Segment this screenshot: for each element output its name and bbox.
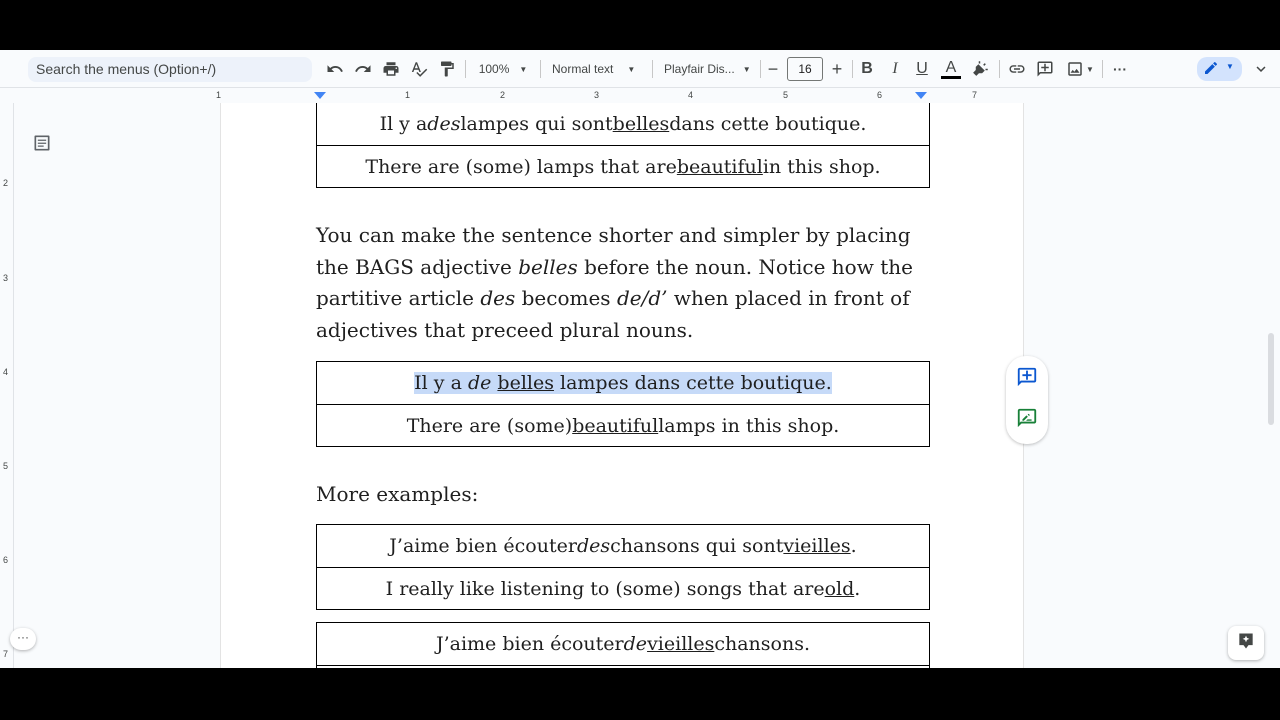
chevron-down-icon: ▼ xyxy=(1086,64,1094,74)
cell-text: lamps in this shop. xyxy=(658,414,840,437)
table-row xyxy=(317,404,929,446)
decrease-font-size-button[interactable]: − xyxy=(767,58,779,79)
font-size-input[interactable]: 16 xyxy=(787,57,823,81)
body-paragraph: More examples: xyxy=(316,482,479,506)
cell-text: There are (some) xyxy=(406,414,573,437)
left-indent-marker[interactable] xyxy=(314,92,326,99)
bold-button[interactable]: B xyxy=(861,60,873,77)
horizontal-ruler[interactable] xyxy=(0,88,1280,103)
ruler-number: 4 xyxy=(688,90,694,100)
print-icon[interactable] xyxy=(380,56,402,82)
document-page[interactable] xyxy=(220,103,1024,668)
body-paragraph xyxy=(316,220,936,346)
document-canvas xyxy=(14,103,1280,668)
zoom-select[interactable] xyxy=(474,56,532,82)
example-table[interactable] xyxy=(316,103,930,188)
chevron-down-icon: ▼ xyxy=(627,64,636,74)
ruler-number: 1 xyxy=(405,90,411,100)
ruler-number: 5 xyxy=(783,90,789,100)
increase-font-size-button[interactable]: + xyxy=(831,58,843,79)
cell-text: lampes qui sont xyxy=(460,113,613,135)
font-value: Playfair Dis... xyxy=(664,62,735,76)
spellcheck-icon[interactable] xyxy=(408,56,430,82)
explore-icon xyxy=(1236,631,1256,656)
cell-text: Il y a xyxy=(414,372,468,394)
paint-format-icon[interactable] xyxy=(436,56,458,82)
cell-text: chansons. xyxy=(714,633,811,655)
table-row xyxy=(317,623,929,665)
highlighter-icon[interactable] xyxy=(969,56,991,82)
editing-mode-button[interactable] xyxy=(1197,57,1242,81)
table-row xyxy=(317,362,929,404)
ruler-number: 5 xyxy=(3,461,9,471)
ruler-number: 3 xyxy=(3,273,9,283)
divider xyxy=(1102,60,1103,78)
table-row xyxy=(317,145,929,187)
cell-text: J’aime bien écouter xyxy=(389,535,577,557)
chevron-down-icon: ▼ xyxy=(742,64,751,74)
cell-text-italic: de xyxy=(623,633,648,655)
more-dots-button[interactable]: ··· xyxy=(10,628,36,650)
cell-text: J’aime bien écouter xyxy=(435,633,624,655)
underline-button[interactable]: U xyxy=(916,60,928,77)
table-row xyxy=(317,567,929,609)
paragraph-text: becomes xyxy=(515,286,617,311)
example-table[interactable] xyxy=(316,622,930,668)
cell-text: lampes dans cette boutique. xyxy=(553,372,832,394)
divider xyxy=(465,60,466,78)
paragraph-text: You can make the sentence shorter and simpler by placing the BAGS adjective xyxy=(316,223,911,279)
link-icon[interactable] xyxy=(1006,56,1028,82)
scrollbar-thumb[interactable] xyxy=(1268,333,1274,425)
cell-text: I really like listening to (some) songs that are xyxy=(385,577,825,600)
ruler-number: 1 xyxy=(216,90,222,100)
cell-text-underlined: vieilles xyxy=(783,535,851,557)
cell-text-italic: des xyxy=(427,113,461,135)
table-row xyxy=(317,665,929,668)
divider xyxy=(999,60,1000,78)
example-table[interactable] xyxy=(316,361,930,447)
chevron-down-icon: ▼ xyxy=(1226,62,1234,71)
add-comment-icon[interactable] xyxy=(1016,366,1038,388)
cell-text: . xyxy=(854,577,861,600)
suggest-edit-icon[interactable] xyxy=(1016,407,1038,429)
vertical-ruler[interactable] xyxy=(0,103,14,668)
selected-text xyxy=(414,372,832,394)
ruler-number: 7 xyxy=(972,90,978,100)
text-color-swatch xyxy=(941,76,961,79)
ruler-number: 2 xyxy=(3,178,9,188)
paragraph-text: before the noun. Notice how the partitive article xyxy=(316,254,913,311)
outline-icon[interactable] xyxy=(32,133,52,153)
paragraph-text-italic: des xyxy=(480,286,516,311)
ruler-number: 4 xyxy=(3,367,9,377)
cell-text: dans cette boutique. xyxy=(669,113,867,135)
ruler-track xyxy=(216,90,1024,100)
paragraph-text-italic: belles xyxy=(518,254,578,279)
cell-text: chansons qui sont xyxy=(610,535,784,557)
divider xyxy=(540,60,541,78)
add-comment-icon[interactable] xyxy=(1034,56,1056,82)
cell-text: There are (some) lamps that are xyxy=(365,155,677,178)
table-row xyxy=(317,525,929,567)
ruler-number: 6 xyxy=(877,90,883,100)
text-color-button[interactable] xyxy=(940,56,962,82)
undo-icon[interactable] xyxy=(324,56,346,82)
divider xyxy=(652,60,653,78)
search-menus-input[interactable]: Search the menus (Option+/) xyxy=(28,57,312,82)
toolbar xyxy=(0,50,1280,88)
insert-image-icon[interactable] xyxy=(1062,56,1098,82)
text-color-label: A xyxy=(945,58,957,76)
floating-actions xyxy=(1006,356,1048,444)
redo-icon[interactable] xyxy=(352,56,374,82)
editing-pencil-icon xyxy=(1203,60,1219,81)
cell-text-underlined: belles xyxy=(497,372,554,394)
collapse-toolbar-icon[interactable] xyxy=(1252,56,1270,82)
cell-text-italic: de xyxy=(467,372,492,394)
cell-text-underlined: beautiful xyxy=(676,155,763,178)
chevron-down-icon: ▼ xyxy=(519,64,528,74)
divider xyxy=(760,60,761,78)
divider xyxy=(852,60,853,78)
ruler-number: 2 xyxy=(500,90,506,100)
cell-text-underlined: belles xyxy=(612,113,670,135)
cell-text: Il y a xyxy=(379,113,428,135)
example-table[interactable] xyxy=(316,524,930,610)
cell-text: in this shop. xyxy=(762,155,881,178)
zoom-value: 100% xyxy=(478,62,510,76)
paragraph-style-select[interactable] xyxy=(548,56,644,82)
paragraph-text: when placed in front of adjectives that preceed plural nouns. xyxy=(316,286,910,342)
cell-text-italic: des xyxy=(576,535,611,557)
cell-text-underlined: vieilles xyxy=(647,633,715,655)
right-indent-marker[interactable] xyxy=(915,92,927,99)
paragraph-text-italic: de/d’ xyxy=(616,286,668,311)
explore-button[interactable] xyxy=(1228,626,1264,660)
cell-text: . xyxy=(850,535,857,557)
font-select[interactable] xyxy=(660,56,756,82)
paragraph-style-value: Normal text xyxy=(552,62,614,76)
ruler-number: 6 xyxy=(3,555,9,565)
ruler-number: 7 xyxy=(3,649,9,659)
table-row xyxy=(317,103,929,145)
italic-button[interactable]: I xyxy=(892,60,898,77)
cell-text-underlined: beautiful xyxy=(572,414,659,437)
more-options-button[interactable]: ··· xyxy=(1113,61,1127,77)
ruler-number: 3 xyxy=(594,90,600,100)
cell-text-underlined: old xyxy=(824,577,855,600)
